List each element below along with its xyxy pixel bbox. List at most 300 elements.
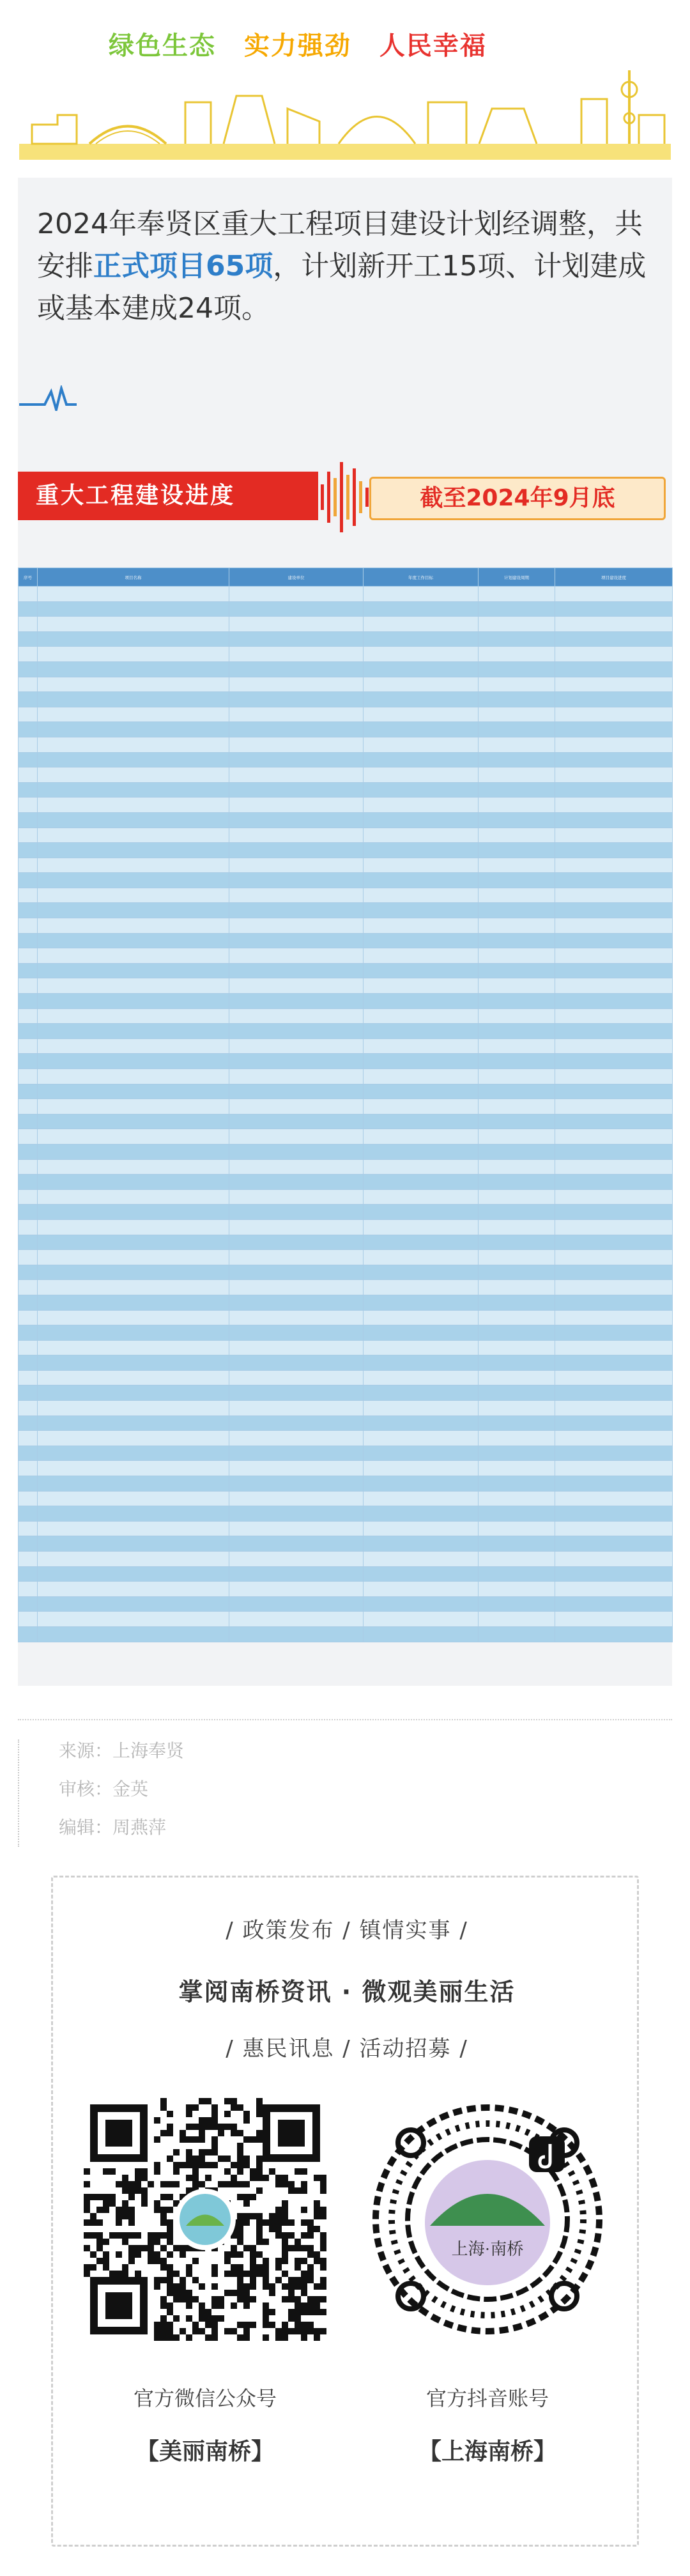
table-cell — [479, 1415, 555, 1431]
table-cell — [479, 677, 555, 692]
table-cell — [229, 1582, 364, 1597]
table-cell — [38, 1446, 229, 1461]
table-cell — [364, 1310, 479, 1325]
table-cell — [364, 918, 479, 934]
table-cell — [364, 1099, 479, 1114]
table-row — [19, 963, 673, 978]
table-cell — [479, 843, 555, 858]
section-ribbon — [18, 472, 672, 542]
table-cell — [38, 752, 229, 767]
table-cell — [19, 1099, 38, 1114]
table-cell — [229, 1415, 364, 1431]
table-cell — [38, 1325, 229, 1341]
table-row — [19, 918, 673, 934]
table-cell — [364, 1612, 479, 1627]
table-cell — [555, 631, 673, 647]
table-cell — [364, 1054, 479, 1069]
table-cell — [555, 752, 673, 767]
table-cell — [229, 1205, 364, 1220]
table-row — [19, 1295, 673, 1310]
table-cell — [229, 1144, 364, 1159]
table-row — [19, 1310, 673, 1325]
slogan-green: 绿色生态 — [109, 31, 216, 61]
header-project: 项目名称 — [38, 568, 229, 587]
table-cell — [479, 933, 555, 948]
table-cell — [229, 631, 364, 647]
table-cell — [555, 1521, 673, 1536]
table-cell — [38, 1099, 229, 1114]
table-cell — [38, 798, 229, 813]
table-cell — [364, 1159, 479, 1175]
table-cell — [479, 1506, 555, 1522]
table-cell — [555, 587, 673, 602]
table-cell — [479, 707, 555, 722]
table-cell — [555, 1069, 673, 1084]
table-row — [19, 994, 673, 1009]
table-cell — [555, 1596, 673, 1612]
table-row — [19, 828, 673, 843]
table-row — [19, 1385, 673, 1401]
table-row — [19, 1612, 673, 1627]
follow-box — [51, 1876, 639, 2547]
table-cell — [19, 1476, 38, 1492]
table-cell — [479, 1340, 555, 1355]
table-cell — [38, 1491, 229, 1506]
table-cell — [364, 1325, 479, 1341]
table-cell — [38, 1536, 229, 1552]
table-row — [19, 1461, 673, 1476]
table-cell — [38, 1355, 229, 1371]
table-cell — [555, 722, 673, 737]
table-row — [19, 1235, 673, 1250]
table-cell — [38, 1566, 229, 1582]
table-cell — [479, 1265, 555, 1280]
table-cell — [479, 994, 555, 1009]
table-cell — [364, 1205, 479, 1220]
table-row — [19, 1250, 673, 1265]
table-cell — [229, 1038, 364, 1054]
table-cell — [19, 843, 38, 858]
table-cell — [479, 978, 555, 994]
intro-text-2: ，计划新开工15项、计划建成或基本建成24项。 — [37, 250, 647, 325]
header-period: 计划建设周期 — [479, 568, 555, 587]
tagline-main: 掌阅南桥资讯 · 微观美丽生活 — [178, 1978, 516, 2006]
table-cell — [229, 1385, 364, 1401]
table-cell — [38, 1265, 229, 1280]
intro-highlight: 正式项目65项 — [93, 250, 273, 282]
table-cell — [38, 1431, 229, 1446]
table-row — [19, 1566, 673, 1582]
table-cell — [38, 1401, 229, 1416]
table-cell — [229, 1401, 364, 1416]
table-cell — [479, 631, 555, 647]
table-cell — [479, 1552, 555, 1567]
table-cell — [19, 1612, 38, 1627]
table-cell — [479, 1250, 555, 1265]
table-cell — [229, 617, 364, 632]
table-cell — [229, 1069, 364, 1084]
table-row — [19, 1582, 673, 1597]
table-cell — [364, 1280, 479, 1295]
table-cell — [364, 978, 479, 994]
table-header-row — [19, 568, 673, 587]
table-cell — [229, 1566, 364, 1582]
table-cell — [364, 1370, 479, 1385]
table-row — [19, 1340, 673, 1355]
table-cell — [479, 1310, 555, 1325]
table-cell — [479, 1612, 555, 1627]
table-cell — [555, 1401, 673, 1416]
table-row — [19, 752, 673, 767]
table-cell — [364, 828, 479, 843]
table-cell — [479, 1446, 555, 1461]
table-cell — [479, 647, 555, 662]
table-cell — [38, 1310, 229, 1325]
table-cell — [364, 903, 479, 918]
table-row — [19, 1325, 673, 1341]
table-cell — [229, 798, 364, 813]
credit-divider — [18, 1739, 22, 1847]
table-row — [19, 978, 673, 994]
table-cell — [38, 1506, 229, 1522]
table-cell — [555, 1235, 673, 1250]
table-cell — [229, 812, 364, 828]
table-cell — [555, 978, 673, 994]
table-cell — [229, 601, 364, 617]
table-cell — [364, 1295, 479, 1310]
table-row — [19, 692, 673, 707]
table-cell — [229, 782, 364, 798]
table-cell — [364, 1008, 479, 1024]
table-row — [19, 1280, 673, 1295]
table-cell — [364, 661, 479, 677]
table-cell — [364, 737, 479, 752]
table-cell — [555, 617, 673, 632]
table-cell — [364, 782, 479, 798]
table-cell — [229, 737, 364, 752]
table-cell — [19, 1355, 38, 1371]
table-cell — [479, 1521, 555, 1536]
table-cell — [555, 1205, 673, 1220]
table-cell — [479, 767, 555, 783]
table-cell — [19, 1159, 38, 1175]
table-cell — [479, 617, 555, 632]
divider — [18, 1719, 672, 1720]
table-cell — [555, 903, 673, 918]
table-cell — [555, 1552, 673, 1567]
table-cell — [479, 1084, 555, 1099]
table-cell — [38, 1219, 229, 1235]
header-progress: 项目建设进度 — [555, 568, 673, 587]
table-cell — [364, 692, 479, 707]
table-cell — [479, 1219, 555, 1235]
table-cell — [364, 1084, 479, 1099]
table-row — [19, 1175, 673, 1190]
table-cell — [364, 1446, 479, 1461]
pulse-line-icon — [19, 385, 77, 411]
table-cell — [229, 1461, 364, 1476]
table-cell — [38, 978, 229, 994]
table-cell — [364, 722, 479, 737]
table-cell — [38, 873, 229, 888]
table-cell — [364, 1506, 479, 1522]
table-cell — [19, 828, 38, 843]
table-cell — [19, 798, 38, 813]
table-cell — [229, 1054, 364, 1069]
table-cell — [364, 1582, 479, 1597]
table-cell — [229, 1280, 364, 1295]
table-cell — [38, 677, 229, 692]
table-cell — [479, 1114, 555, 1129]
table-row — [19, 1431, 673, 1446]
table-cell — [555, 1219, 673, 1235]
table-row — [19, 1446, 673, 1461]
table-cell — [555, 1084, 673, 1099]
table-cell — [364, 601, 479, 617]
table-cell — [555, 1506, 673, 1522]
table-cell — [555, 1175, 673, 1190]
table-cell — [555, 737, 673, 752]
table-cell — [479, 1024, 555, 1039]
table-cell — [19, 1582, 38, 1597]
douyin-account-name: 【上海南桥】 — [418, 2439, 556, 2465]
table-cell — [38, 1084, 229, 1099]
table-row — [19, 873, 673, 888]
table-cell — [555, 858, 673, 873]
table-cell — [38, 903, 229, 918]
table-cell — [38, 1596, 229, 1612]
table-cell — [19, 1069, 38, 1084]
table-cell — [479, 1596, 555, 1612]
table-row — [19, 782, 673, 798]
table-cell — [38, 1205, 229, 1220]
table-cell — [364, 1250, 479, 1265]
table-cell — [38, 1280, 229, 1295]
table-row — [19, 798, 673, 813]
table-cell — [19, 617, 38, 632]
table-cell — [229, 1310, 364, 1325]
table-cell — [479, 1355, 555, 1371]
table-cell — [19, 1446, 38, 1461]
table-cell — [229, 692, 364, 707]
table-row — [19, 1415, 673, 1431]
table-cell — [479, 737, 555, 752]
table-cell — [364, 1024, 479, 1039]
table-cell — [38, 1385, 229, 1401]
table-cell — [19, 1552, 38, 1567]
table-cell — [19, 1024, 38, 1039]
table-cell — [38, 1235, 229, 1250]
table-cell — [364, 1355, 479, 1371]
table-row — [19, 1491, 673, 1506]
table-row — [19, 903, 673, 918]
table-row — [19, 933, 673, 948]
slogan-strong: 实力强劲 — [243, 31, 351, 61]
table-cell — [38, 722, 229, 737]
table-cell — [229, 1265, 364, 1280]
table-cell — [555, 1250, 673, 1265]
table-cell — [38, 617, 229, 632]
table-row — [19, 677, 673, 692]
table-cell — [229, 1355, 364, 1371]
table-cell — [555, 782, 673, 798]
ribbon-date: 截至2024年9月底 — [369, 477, 666, 520]
table-cell — [19, 994, 38, 1009]
table-row — [19, 1189, 673, 1205]
table-cell — [555, 994, 673, 1009]
wechat-account-name: 【美丽南桥】 — [135, 2439, 274, 2465]
table-cell — [229, 1476, 364, 1492]
table-cell — [19, 737, 38, 752]
table-cell — [479, 1189, 555, 1205]
bars-decoration-icon — [318, 459, 372, 536]
table-cell — [555, 1054, 673, 1069]
table-row — [19, 1054, 673, 1069]
table-cell — [555, 843, 673, 858]
table-cell — [479, 1280, 555, 1295]
table-cell — [19, 1219, 38, 1235]
table-cell — [479, 1461, 555, 1476]
table-cell — [38, 994, 229, 1009]
table-cell — [229, 948, 364, 964]
table-cell — [19, 1385, 38, 1401]
table-cell — [479, 1370, 555, 1385]
table-cell — [555, 1159, 673, 1175]
table-cell — [364, 1521, 479, 1536]
douyin-caption: 官方抖音账号 — [425, 2386, 549, 2410]
table-cell — [19, 1084, 38, 1099]
table-cell — [38, 1054, 229, 1069]
table-cell — [19, 978, 38, 994]
table-row — [19, 1144, 673, 1159]
table-cell — [38, 1612, 229, 1627]
table-cell — [229, 978, 364, 994]
table-cell — [19, 1491, 38, 1506]
table-cell — [19, 677, 38, 692]
table-cell — [229, 1129, 364, 1145]
table-cell — [479, 1129, 555, 1145]
table-cell — [38, 858, 229, 873]
douyin-qr-code[interactable] — [366, 2098, 609, 2341]
table-cell — [229, 933, 364, 948]
table-cell — [479, 1235, 555, 1250]
table-row — [19, 1476, 673, 1492]
table-cell — [364, 843, 479, 858]
table-row — [19, 858, 673, 873]
table-cell — [38, 948, 229, 964]
table-cell — [555, 661, 673, 677]
table-row — [19, 767, 673, 783]
table-cell — [364, 1461, 479, 1476]
table-cell — [555, 1099, 673, 1114]
table-cell — [479, 1626, 555, 1642]
table-cell — [479, 1205, 555, 1220]
table-cell — [19, 647, 38, 662]
table-cell — [555, 1340, 673, 1355]
table-cell — [555, 692, 673, 707]
table-cell — [555, 1355, 673, 1371]
table-cell — [19, 631, 38, 647]
table-cell — [555, 767, 673, 783]
table-cell — [38, 963, 229, 978]
table-cell — [364, 1566, 479, 1582]
table-cell — [364, 933, 479, 948]
table-row — [19, 1596, 673, 1612]
table-cell — [19, 1415, 38, 1431]
tagline-activity: / 惠民讯息 / 活动招募 / — [226, 2036, 468, 2062]
table-cell — [38, 587, 229, 602]
table-cell — [479, 587, 555, 602]
table-cell — [19, 1626, 38, 1642]
table-cell — [479, 1491, 555, 1506]
table-cell — [229, 1552, 364, 1567]
table-row — [19, 647, 673, 662]
table-cell — [19, 1189, 38, 1205]
table-cell — [19, 692, 38, 707]
wechat-qr-code[interactable] — [84, 2098, 326, 2341]
table-cell — [229, 1370, 364, 1385]
table-cell — [19, 888, 38, 903]
table-row — [19, 1219, 673, 1235]
table-cell — [38, 828, 229, 843]
table-cell — [38, 933, 229, 948]
table-cell — [38, 1250, 229, 1265]
table-cell — [38, 1069, 229, 1084]
table-cell — [364, 948, 479, 964]
table-cell — [19, 1295, 38, 1310]
douyin-logo-text: 上海·南桥 — [451, 2240, 524, 2258]
table-row — [19, 1024, 673, 1039]
table-cell — [38, 1144, 229, 1159]
table-cell — [19, 858, 38, 873]
table-cell — [19, 767, 38, 783]
table-cell — [19, 1265, 38, 1280]
credit-source: 来源：上海奉贤 — [59, 1740, 185, 1761]
table-cell — [229, 1325, 364, 1341]
table-cell — [229, 1536, 364, 1552]
table-cell — [38, 1370, 229, 1385]
table-cell — [229, 1431, 364, 1446]
table-cell — [555, 963, 673, 978]
table-row — [19, 948, 673, 964]
table-cell — [19, 1054, 38, 1069]
table-cell — [38, 707, 229, 722]
table-cell — [479, 812, 555, 828]
table-cell — [364, 1431, 479, 1446]
table-cell — [555, 1431, 673, 1446]
table-cell — [19, 1401, 38, 1416]
table-cell — [19, 1566, 38, 1582]
table-cell — [364, 1385, 479, 1401]
table-row — [19, 888, 673, 903]
table-row — [19, 1355, 673, 1371]
table-body — [19, 587, 673, 1642]
header-banner — [0, 0, 690, 166]
table-cell — [479, 1054, 555, 1069]
table-row — [19, 1084, 673, 1099]
table-cell — [19, 963, 38, 978]
table-cell — [38, 1189, 229, 1205]
table-cell — [555, 1612, 673, 1627]
credit-editor: 编辑：周燕萍 — [59, 1817, 167, 1838]
table-cell — [38, 782, 229, 798]
table-cell — [229, 858, 364, 873]
table-cell — [19, 661, 38, 677]
table-cell — [479, 1401, 555, 1416]
table-cell — [19, 1175, 38, 1190]
table-cell — [555, 1325, 673, 1341]
table-cell — [364, 631, 479, 647]
